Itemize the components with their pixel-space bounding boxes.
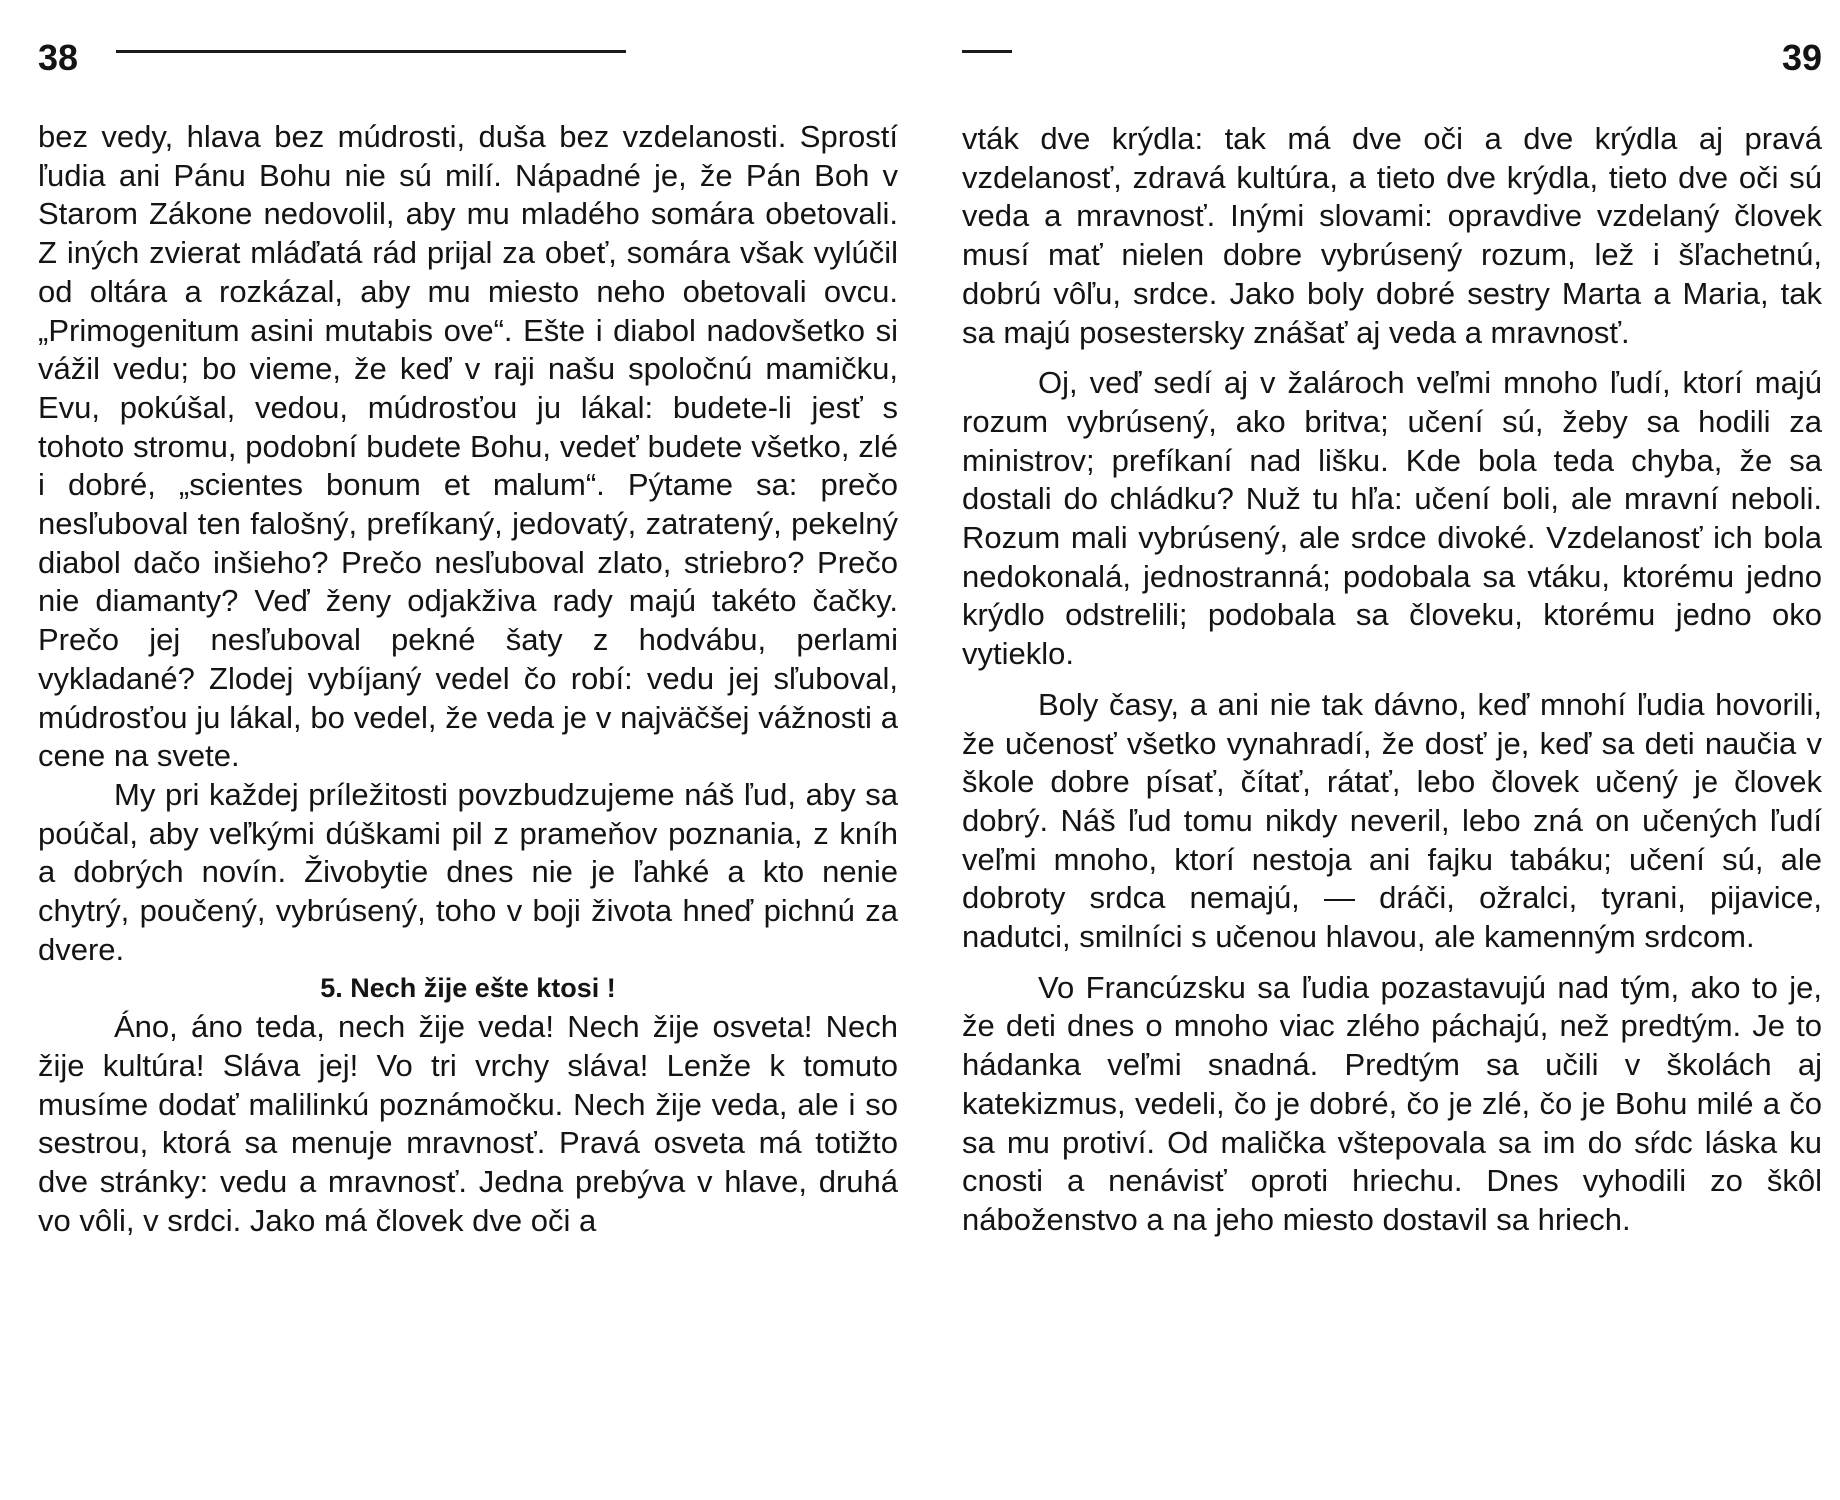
paragraph: vták dve krýdla: tak má dve oči a dve krýdla aj pravá vzdelanosť, zdravá kultúra, a tieto dve krýdla, tieto dve oči sú veda a mravnosť. Inými slovami: opravdive vzdelaný človek musí mať nielen dobre vybrúsený rozum, lež i šľachetnú, dobrú vôľu, srdce. Jako boly dobré sestry Marta a Maria, tak sa majú posestersky znášať aj veda a mravnosť. [962,121,1822,350]
page-text [962,120,1822,1240]
page-text [38,118,898,1240]
page-number: 38 [38,37,79,78]
paragraph: My pri každej príležitosti povzbudzujeme náš ľud, aby sa poúčal, aby veľkými dúškami pil z prameňov poznania, z kníh a dobrých novín. Živobytie dnes nie je ľahké a kto nenie chytrý, poučený, vybrúsený, toho v boji života hneď pichnú za dvere. [38,776,898,967]
paragraph: Boly časy, a ani nie tak dávno, keď mnohí ľudia hovorili, že učenosť všetko vynahradí, že dosť je, keď sa deti naučia v škole dobre písať, čítať, rátať, lebo človek učený je človek dobrý. Náš ľud tomu nikdy neveril, lebo zná on učených ľudí veľmi mnoho, ktorí nestoja ani fajku tabáku; učení sú, ale dobroty srdca nemajú, — dráči, ožralci, tyrani, pijavice, nadutci, smilníci s učenou hlavou, ale kamenným srdcom. [962,686,1822,955]
right-page [962,0,1822,1500]
page-number: 39 [1781,37,1822,78]
header-rule [116,50,626,53]
paragraph: bez vedy, hlava bez múdrosti, duša bez vzdelanosti. Sprostí ľudia ani Pánu Bohu nie sú milí. Nápadné je, že Pán Boh v Starom Zákone nedovolil, aby mu mladého somára obetovali. Z iných zvierat mláďatá rád prijal za obeť, somára však vylúčil od oltára a rozkázal, aby mu miesto neho obetovali ovcu. „Primogenitum asini mutabis ove“. Ešte i diabol nadovšetko si vážil vedu; bo vieme, že keď v raji našu spoločnú mamičku, Evu, pokúšal, vedou, múdrosťou ju lákal: budete-li jesť s tohoto stromu, podobní budete Bohu, vedeť budete všetko, zlé i dobré, „scientes bonum et malum“. Pýtame sa: prečo nesľuboval ten falošný, prefíkaný, jedovatý, zatratený, pekelný diabol dačo inšieho? Prečo nesľuboval zlato, striebro? Prečo nie diamanty? Veď ženy odjakživa rady majú takéto čačky. Prečo jej nesľuboval pekné šaty z hodvábu, perlami vykladané? Zlodej vybíjaný vedel čo robí: vedu jej sľuboval, múdrosťou ju lákal, bo vedel, že veda je v najväčšej vážnosti a cene na svete. [38,119,898,774]
paragraph: Vo Francúzsku sa ľudia pozastavujú nad tým, ako to je, že deti dnes o mnoho viac zlého páchajú, než predtým. Je to hádanka veľmi snadná. Predtým sa učili v školách aj katekizmus, vedeli, čo je dobré, čo je zlé, čo je Bohu milé a čo sa mu protiví. Od malička vštepovala sa im do sŕdc láska ku cnosti a nenávisť oproti hriechu. Dnes vyhodili zo škôl náboženstvo a na jeho miesto dostavil sa hriech. [962,969,1822,1237]
paragraph: Áno, áno teda, nech žije veda! Nech žije osveta! Nech žije kultúra! Sláva jej! Vo tri vrchy sláva! Lenže k tomuto musíme dodať malilinkú poznámočku. Nech žije veda, ale i so sestrou, ktorá sa menuje mravnosť. Pravá osveta má totižto dve stránky: vedu a mravnosť. Jedna prebýva v hlave, druhá vo vôli, v srdci. Jako má človek dve oči a [38,1009,898,1238]
paragraph: Oj, veď sedí aj v žalároch veľmi mnoho ľudí, ktorí majú rozum vybrúsený, ako britva; učení sú, žeby sa hodili za ministrov; prefíkaní nad lišku. Kde bola teda chyba, že sa dostali do chládku? Nuž tu hľa: učení boli, ale mravní neboli. Rozum mali vybrúsený, ale srdce divoké. Vzdelanosť ich bola nedokonalá, jednostranná; podobala sa vtáku, ktorému jedno krýdlo odstrelili; podobala sa človeku, ktorému jedno oko vytieklo. [962,365,1822,672]
header-rule [962,50,1012,53]
left-page [38,0,898,1500]
section-heading: 5. Nech žije ešte ktosi ! [320,973,616,1004]
